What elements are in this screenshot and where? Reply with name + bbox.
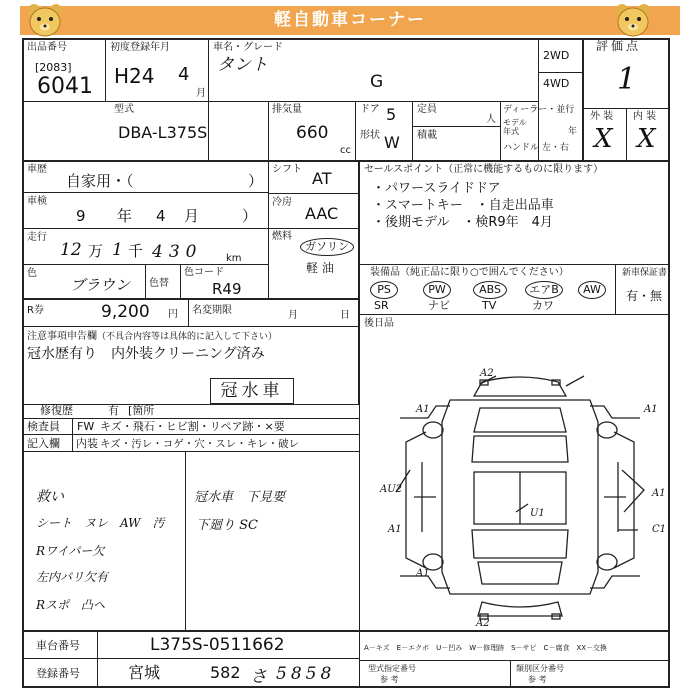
warranty-value: 有・無 (626, 289, 663, 303)
fuel-label: 燃料 (272, 231, 292, 242)
hand-note-left-2: シート ヌレ AW 汚 (36, 516, 165, 530)
equip-pw (423, 281, 451, 299)
inspection-label: 車検 (27, 196, 47, 207)
mark-a1-left-mid: A1 (388, 524, 402, 535)
bear-mascot-left-icon (22, 2, 68, 40)
history-close: ） (248, 172, 264, 190)
capacity-label: 定員 (417, 104, 437, 115)
mark-a2-bottom: A2 (476, 618, 490, 629)
history-label: 車歴 (27, 164, 47, 175)
inspection-year-unit: 年 (117, 207, 133, 225)
first-reg-month: 4 (178, 64, 190, 85)
equip-airbag-text: エアB (529, 283, 559, 296)
lot-number: 6041 (37, 74, 93, 99)
designation-sub: 参 考 (380, 675, 399, 684)
score-label: 評価点 (596, 39, 642, 53)
dealer-year: 年式 (503, 127, 519, 136)
inspector-label-1: 検査員 (27, 420, 60, 433)
repair-value: 有 (108, 404, 119, 417)
history-value: 自家用・（ (66, 172, 134, 190)
notes-hint: （不具合内容等は具体的に記入して下さい） (97, 332, 278, 342)
car-damage-diagram (370, 362, 670, 630)
chassis-value: L375S-0511662 (150, 635, 285, 655)
interior-value: X (637, 124, 656, 154)
chassis-label: 車台番号 (36, 639, 80, 652)
name-change-label: 名変期限 (192, 305, 232, 316)
exterior-label: 外 装 (590, 111, 614, 122)
model-label: 型式 (114, 104, 134, 115)
colorcode-value: R49 (212, 280, 242, 298)
mark-au2: AU2 (380, 484, 403, 495)
dealer-line: ディーラー・並行 (503, 105, 575, 115)
registration-class: 582 (210, 663, 241, 682)
name-change-month: 月 (288, 310, 298, 321)
doors-label: ドア (360, 104, 380, 115)
sales-point-3: ・後期モデル ・検R9年 4月 (372, 215, 553, 230)
category-sub: 参 考 (528, 675, 547, 684)
lot-label: 出品番号 (27, 42, 67, 53)
drive-4wd: 4WD (543, 77, 570, 90)
mileage-man-unit: 万 (88, 242, 104, 260)
equip-abs-text: ABS (479, 283, 501, 296)
equip-pw-text: PW (428, 283, 446, 296)
registration-pref: 宮城 (128, 663, 161, 682)
car-grade: G (370, 72, 384, 92)
mark-u1: U1 (530, 508, 545, 519)
mark-a1-left-front: A1 (416, 404, 430, 415)
mark-a2-top: A2 (480, 368, 494, 379)
mark-a1-right-mid: A1 (652, 488, 666, 499)
mark-a1-left-rear: A1 (416, 568, 430, 579)
notes-label (27, 331, 277, 343)
interior-label: 内 装 (633, 111, 657, 122)
repair-unit: [箇所 (128, 404, 155, 417)
mileage-sen-unit: 千 (128, 242, 144, 260)
equip-abs (473, 281, 507, 299)
doors-value: 5 (386, 105, 397, 124)
notes-label-text: 注意事項申告欄 (27, 331, 97, 342)
inspector-label-2: 記入欄 (27, 437, 60, 450)
hand-note-left-3: Rワイパー欠 (36, 544, 105, 558)
exterior-value: X (594, 124, 613, 154)
bear-mascot-right-icon (610, 2, 656, 40)
drive-2wd: 2WD (543, 49, 570, 62)
sales-point-1: ・パワースライドドア (372, 181, 501, 196)
mileage-sen: 1 (112, 240, 123, 260)
designation-label: 型式指定番号 (368, 664, 416, 673)
equip-sr: SR (374, 299, 389, 312)
ac-value: AAC (305, 204, 339, 223)
price-label: R券 (27, 305, 44, 316)
repair-label: 修復歴 (40, 404, 73, 417)
dealer-model: モデル (503, 118, 527, 127)
inspection-month: 4 (156, 207, 166, 225)
color-value: ブラウン (70, 276, 131, 294)
car-name: タント (217, 55, 268, 75)
sales-points-label: セールスポイント（正常に機能するものに限ります） (364, 164, 604, 175)
car-label: 車名・グレード (213, 42, 283, 53)
mileage-rest: 430 (152, 242, 203, 262)
lot-sub: [2083] (35, 61, 72, 74)
mark-c1: C1 (652, 524, 667, 535)
first-reg-month-unit: 月 (196, 88, 206, 99)
later-label: 後日品 (364, 318, 394, 329)
dealer-year-unit: 年 (568, 127, 578, 137)
displacement-value: 660 (296, 123, 329, 143)
dealer-handle: ハンドル 左・右 (503, 143, 569, 153)
hand-note-left-4: 左内パリ欠有 (36, 570, 109, 584)
equip-airbag (525, 281, 563, 299)
equip-tv: TV (482, 299, 497, 312)
displacement-label: 排気量 (272, 104, 302, 115)
price-value: 9,200 (101, 302, 150, 322)
interior-row-label: 内装 (76, 437, 98, 450)
fuel-gas-circled (300, 238, 354, 256)
warranty-label: 新車保証書 (622, 268, 668, 278)
mileage-label: 走行 (27, 232, 47, 243)
shape-value: W (384, 133, 400, 152)
color-label: 色 (27, 268, 37, 279)
registration-number: 5858 (276, 664, 336, 684)
interior-row-text: キズ・汚レ・コゲ・穴・スレ・キレ・破レ (100, 438, 300, 450)
shift-value: AT (312, 169, 332, 188)
registration-kana: さ (250, 667, 267, 687)
mileage-unit: km (226, 253, 242, 264)
mileage-man: 12 (60, 240, 82, 260)
equip-aw-text: AW (583, 283, 601, 296)
score-value: 1 (617, 62, 637, 97)
ac-label: 冷房 (272, 197, 292, 208)
capacity-unit: 人 (486, 114, 496, 125)
color-change-label: 色替 (149, 278, 169, 289)
name-change-day: 日 (340, 310, 350, 321)
fuel-diesel: 軽 油 (306, 261, 334, 275)
equip-ps-text: PS (377, 283, 391, 296)
header-title: 軽自動車コーナー (274, 10, 426, 30)
shape-label: 形状 (360, 130, 380, 141)
category-label: 類別区分番号 (516, 664, 564, 673)
fw-text: キズ・飛石・ヒビ割・リペア跡・×要 (100, 420, 285, 433)
mark-a1-right-front: A1 (644, 404, 658, 415)
damage-legend: A－キズ E－エクボ U－凹み W－修理跡 S－サビ C－腐食 XX－交換 (364, 644, 608, 652)
hand-note-left-5: Rスポ 凸ヘ (36, 598, 106, 612)
notes-text: 冠水歴有り 内外装クリーニング済み (27, 346, 265, 362)
displacement-unit: cc (340, 145, 351, 156)
hand-note-right-1: 冠水車 下見要 (194, 490, 286, 505)
registration-label: 登録番号 (36, 667, 80, 680)
hand-note-left-1: 救い (36, 489, 64, 505)
flood-stamp-text: 冠水車 (220, 381, 284, 401)
fw-label: FW (77, 420, 95, 433)
hand-note-right-2: 下廻り SC (196, 518, 258, 533)
first-reg-label: 初度登録年月 (110, 42, 170, 53)
sales-point-2: ・スマートキー ・自走出品車 (372, 198, 554, 213)
equip-aw (578, 281, 606, 299)
model-value: DBA-L375S (118, 123, 208, 142)
inspection-month-unit: 月 (184, 207, 200, 225)
flood-stamp (210, 378, 294, 404)
inspection-year: 9 (76, 207, 86, 225)
equipment-label: 装備品（純正品に限り○で囲んでください） (370, 267, 569, 278)
equip-leather: カワ (532, 299, 554, 312)
equip-ps (370, 281, 398, 299)
colorcode-label: 色コード (184, 267, 224, 278)
fuel-gas-text: ガソリン (305, 240, 349, 253)
price-unit: 円 (168, 309, 178, 320)
first-reg-year: H24 (114, 64, 155, 88)
load-label: 積載 (417, 130, 437, 141)
shift-label: シフト (272, 164, 302, 175)
equip-navi: ナビ (428, 299, 450, 312)
inspection-close: ） (242, 207, 258, 225)
